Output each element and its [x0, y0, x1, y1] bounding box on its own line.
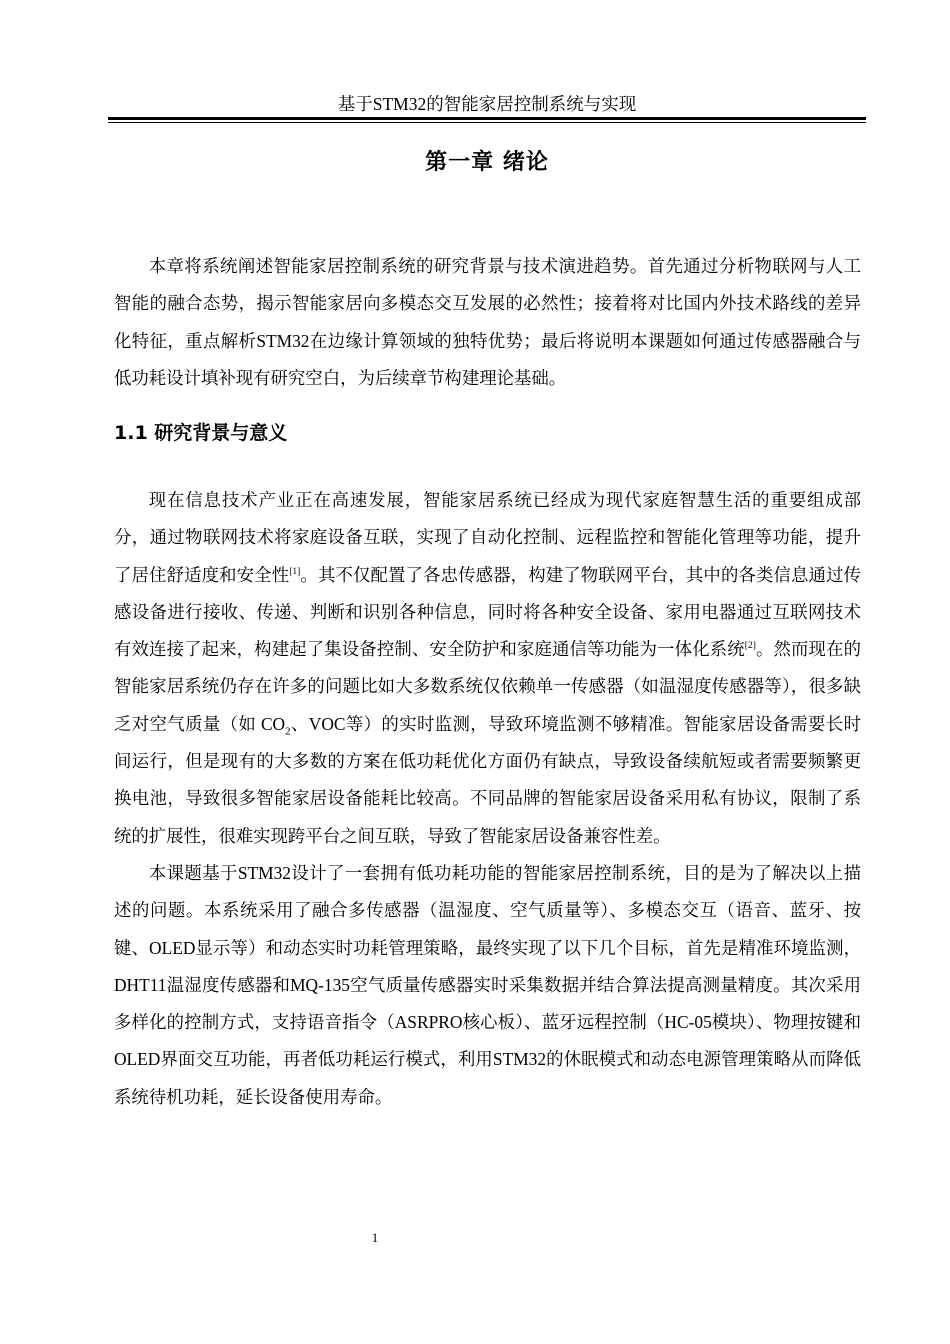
section-paragraph-2: 本课题基于STM32设计了一套拥有低功耗功能的智能家居控制系统，目的是为了解决以上描述的问题。本系统采用了融合多传感器（温湿度、空气质量等）、多模态交互（语音、蓝牙、按键、OLED显示等）和动态实时功耗管理策略，最终实现了以下几个目标，首先是精准环境监测，DHT11温湿度传感器和MQ-135空气质量传感器实时采集数据并结合算法提高测量精度。其次采用多样化的控制方式，支持语音指令（ASRPRO核心板）、蓝牙远程控制（HC-05模块）、物理按键和OLED界面交互功能，再者低功耗运行模式，利用STM32的休眠模式和动态电源管理策略从而降低系统待机功耗，延长设备使用寿命。 [114, 862, 861, 1107]
chapter-intro [114, 248, 861, 397]
paragraph-text: 。然而现在的智能家居系统仍存在许多的问题比如大多数系统仅依赖单一传感器（如温湿度传感器等），很多缺乏对空气质量（如 CO [114, 639, 861, 734]
page-number: 1 [371, 1230, 379, 1245]
citation-ref-1: [1] [289, 566, 301, 577]
running-header: 基于STM32的智能家居控制系统与实现 [337, 94, 637, 114]
section-1-1-body [114, 482, 861, 1116]
section-paragraph-1 [114, 482, 861, 855]
chapter-title: 第一章 绪论 [425, 150, 549, 175]
paragraph-text: 、VOC等）的实时监测，导致环境监测不够精准。智能家居设备需要长时间运行，但是现有的大多数的方案在低功耗优化方面仍有缺点，导致设备续航短或者需要频繁更换电池，导致很多智能家居设备能耗比较高。不同品牌的智能家居设备采用私有协议，限制了系统的扩展性，很难实现跨平台之间互联，导致了智能家居设备兼容性差。 [114, 713, 861, 846]
citation-ref-2: [2] [744, 641, 756, 652]
paragraph-text: 。其不仅配置了各忠传感器，构建了物联网平台，其中的各类信息通过传感设备进行接收、传递、判断和识别各种信息，同时将各种安全设备、家用电器通过互联网技术有效连接了起来，构建起了集设备控制、安全防护和家庭通信等功能为一体化系统 [114, 564, 861, 660]
section-heading-1-1: 1.1 研究背景与意义 [114, 422, 288, 444]
paragraph-text: 现在信息技术产业正在高速发展，智能家居系统已经成为现代家庭智慧生活的重要组成部分，通过物联网技术将家庭设备互联，实现了自动化控制、远程监控和智能化管理等功能，提升了居住舒适度和安全性 [114, 490, 861, 585]
co2-subscript: 2 [285, 725, 291, 738]
header-rule-thick [108, 117, 866, 120]
header-rule-thin [108, 122, 866, 123]
intro-paragraph: 本章将系统阐述智能家居控制系统的研究背景与技术演进趋势。首先通过分析物联网与人工智能的融合态势，揭示智能家居向多模态交互发展的必然性；接着将对比国内外技术路线的差异化特征，重点解析STM32在边缘计算领域的独特优势；最后将说明本课题如何通过传感器融合与低功耗设计填补现有研究空白，为后续章节构建理论基础。 [114, 256, 861, 388]
